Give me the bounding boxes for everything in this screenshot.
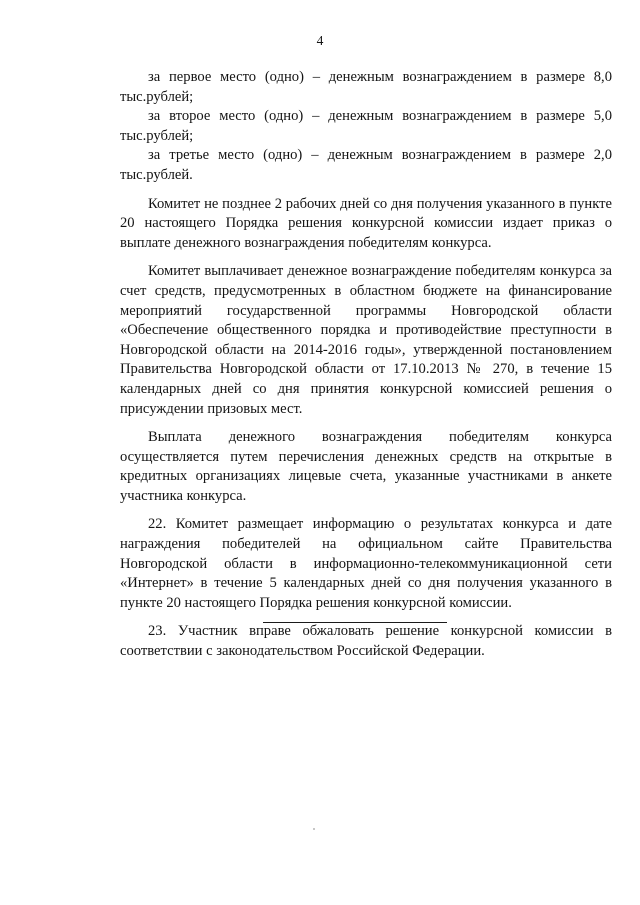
paragraph-payment-method: Выплата денежного вознаграждения победителям конкурса осуществляется путем перечисления денежных средств на открытые в кредитных организациях лицевые счета, указанные участниками в анкете участника конкурса.: [120, 429, 612, 504]
paragraph-23-appeal: 23. Участник вправе обжаловать решение конкурсной комиссии в соответствии с законодательством Российской Федерации.: [120, 623, 612, 660]
closing-divider: [263, 622, 447, 623]
document-body: [120, 68, 612, 662]
paragraph-award-order: Комитет не позднее 2 рабочих дней со дня получения указанного в пункте 20 настоящего Порядка решения конкурсной комиссии издает приказ о выплате денежного вознаграждения победителям конкурса.: [120, 195, 612, 251]
scan-speck: [313, 828, 315, 830]
prize-first-place: за первое место (одно) – денежным вознаграждением в размере 8,0 тыс.рублей;: [120, 69, 612, 105]
paragraph-22-results-publication: 22. Комитет размещает информацию о результатах конкурса и дате награждения победителей на официальном сайте Правительства Новгородской области в информационно-телекоммуникационной сети «Интернет» в течение 5 календарных дней со дня получения указанного в пункте 20 настоящего Порядка решения конкурсной комиссии.: [120, 516, 612, 611]
paragraph-payment-source: Комитет выплачивает денежное вознаграждение победителям конкурса за счет средств, предусмотренных в областном бюджете на финансирование мероприятий государственной программы Новгородской области «Обеспечение общественного порядка и противодействие преступности в Новгородской области на 2014-2016 годы», утвержденной постановлением Правительства Новгородской области от 17.10.2013 № 270, в течение 15 календарных дней со дня принятия конкурсной комиссией решения о присуждении призовых мест.: [120, 263, 612, 417]
prize-third-place: за третье место (одно) – денежным вознаграждением в размере 2,0 тыс.рублей.: [120, 147, 612, 183]
page-number: 4: [316, 33, 324, 48]
prize-second-place: за второе место (одно) – денежным вознаграждением в размере 5,0 тыс.рублей;: [120, 108, 612, 144]
